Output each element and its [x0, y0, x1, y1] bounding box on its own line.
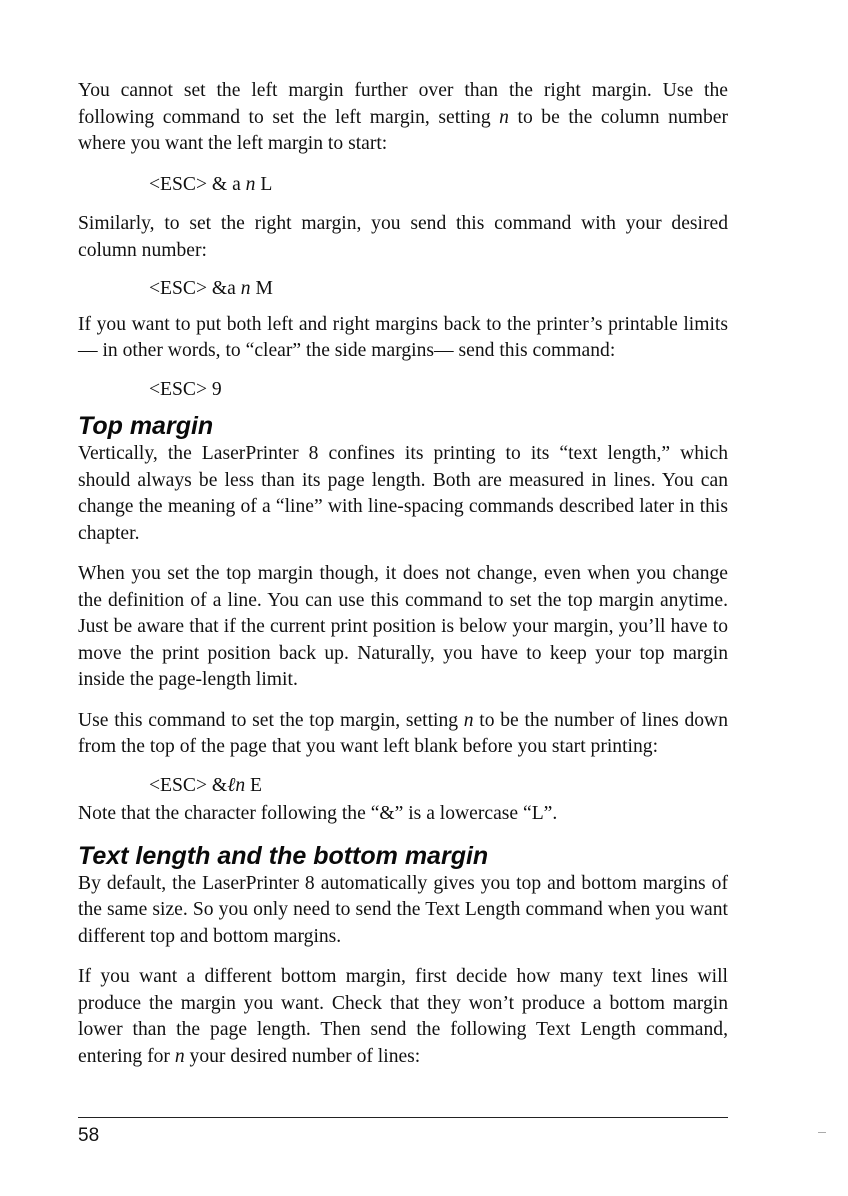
heading-top-margin: Top margin: [78, 412, 214, 440]
paragraph-default-margins: By default, the LaserPrinter 8 automatically gives you top and bottom margins of the same size. So you only need to send the Text Length command when you want different top and bottom margins.: [78, 872, 728, 947]
paragraph-left-margin: You cannot set the left margin further over than the right margin. Use the following command to set the left margin, setting n to be the column number where you want the left margin to start:: [78, 80, 728, 154]
document-body: [78, 78, 728, 1070]
page-number: 58: [78, 1125, 100, 1146]
paragraph-text-length-intro: Vertically, the LaserPrinter 8 confines its printing to its “text length,” which should always be less than its page length. Both are measured in lines. You can change the meaning of a “line” with line-spacing commands described later in this chapter.: [78, 443, 728, 544]
heading-text-length: Text length and the bottom margin: [78, 841, 489, 870]
paragraph-top-margin-detail: When you set the top margin though, it does not change, even when you change the definition of a line. You can use this command to set the top margin anytime. Just be aware that if the current print position is below your margin, you’ll have to move the print position back up. Naturally, you have to keep your top margin inside the page-length limit.: [78, 563, 728, 690]
command-top-margin: <ESC> &ℓn E: [149, 774, 263, 796]
command-right-margin: <ESC> &a n M: [149, 278, 273, 299]
margin-mark: [818, 1132, 826, 1133]
footer-rule: [78, 1117, 728, 1118]
paragraph-clear-margins: If you want to put both left and right margins back to the printer’s printable limits— in other words, to “clear” the side margins— send this command:: [78, 313, 728, 361]
command-clear-margins: <ESC> 9: [149, 378, 222, 400]
paragraph-lowercase-note: Note that the character following the “&” is a lowercase “L”.: [78, 803, 558, 824]
paragraph-top-margin-command: Use this command to set the top margin, setting n to be the number of lines down from the top of the page that you want left blank before you start printing:: [78, 709, 728, 757]
paragraph-right-margin: Similarly, to set the right margin, you send this command with your desired column number:: [78, 213, 728, 261]
command-left-margin: <ESC> & a n L: [149, 173, 273, 195]
paragraph-bottom-margin: If you want a different bottom margin, first decide how many text lines will produce the margin you want. Check that they won’t produce a bottom margin lower than the page length. Then send the following Text Length command, entering for n your desired number of lines:: [78, 966, 728, 1067]
